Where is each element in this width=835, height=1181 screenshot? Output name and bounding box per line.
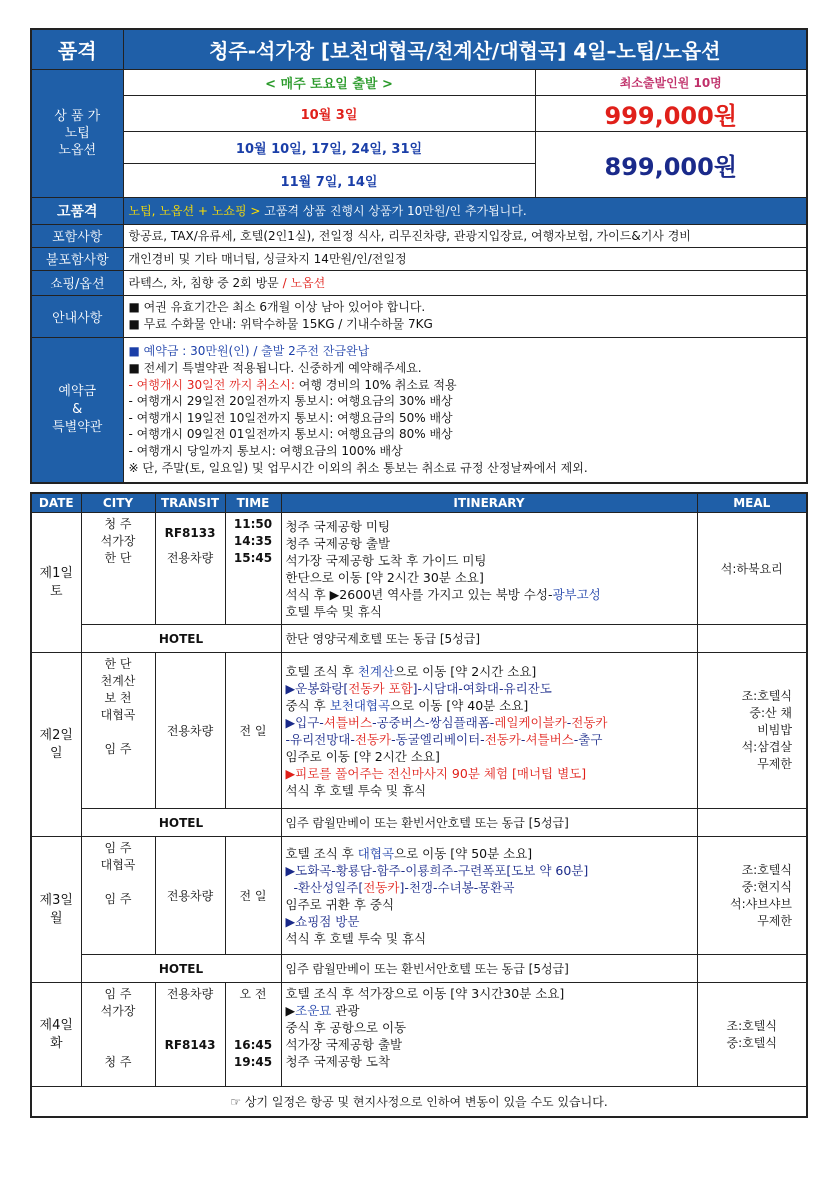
guide-label: 안내사항: [31, 295, 123, 337]
text: -환산성일주[: [285, 879, 364, 895]
day1-hotel: 한단 영양국제호텔 또는 동급 [5성급]: [281, 625, 697, 653]
day-label: 제2일: [39, 727, 73, 743]
premium-text: 고품격 상품 진행시 상품가 10만원/인 추가됩니다.: [260, 204, 527, 218]
day4-itinerary: [281, 983, 697, 1087]
weekday: 화: [49, 1035, 63, 1051]
day2-itinerary: [281, 653, 697, 809]
meal: 중:현지식: [741, 879, 792, 894]
itinerary-line: [286, 663, 693, 680]
highlight: 천계산: [357, 663, 395, 679]
text: ▶: [285, 1003, 296, 1018]
col-city: CITY: [81, 493, 155, 513]
day-label: 제3일: [39, 892, 73, 908]
cancel-line-rest: 여행 경비의 10% 취소료 적용: [294, 377, 457, 392]
cancel-line-red: - 여행개시 30일전 까지 취소시:: [128, 377, 295, 392]
weekday: 토: [49, 583, 63, 599]
product-title: 청주-석가장 [보천대협곡/천계산/대협곡] 4일–노팁/노옵션: [123, 29, 807, 69]
deposit-line: ■ 예약금 : 30만원(인) / 출발 2주전 잔금완납: [128, 344, 370, 359]
booking-label-line: 특별약관: [52, 419, 103, 435]
city: 임 주: [104, 841, 132, 855]
itinerary-line: [286, 845, 693, 862]
price-label-line: 노옵션: [58, 142, 97, 158]
itinerary-line: 한단으로 이동 [약 2시간 30분 소요]: [285, 569, 484, 585]
meal: 조:호텔식: [741, 862, 792, 877]
itinerary-line: [286, 879, 693, 896]
day1-itinerary: [281, 513, 697, 625]
text: -출구: [573, 731, 603, 747]
day4-transit: [155, 983, 225, 1087]
cancel-line: - 여행개시 19일전 10일전까지 통보시: 여행요금의 50% 배상: [128, 410, 453, 425]
meal: 석:삼겹살: [741, 740, 792, 754]
day1-row: [31, 513, 807, 625]
premium-label: 고품격: [31, 197, 123, 224]
text: 으로 이동 [약 50분 소요]: [394, 845, 533, 861]
itinerary-line: 임주로 이동 [약 2시간 소요]: [285, 748, 440, 764]
meal: 조:호텔식: [726, 1018, 777, 1033]
itinerary-line: [286, 680, 693, 697]
text: -유리전망대-: [285, 731, 355, 747]
city: 석가장: [100, 534, 136, 548]
col-transit: TRANSIT: [155, 493, 225, 513]
highlight: 레일케이블카: [494, 714, 567, 730]
departure-date-1: 10월 3일: [123, 95, 535, 131]
itinerary-line: 청주 국제공항 도착: [285, 1054, 391, 1069]
empty-cell: [697, 809, 807, 837]
excludes-label: 불포함사항: [31, 247, 123, 270]
col-date: DATE: [31, 493, 81, 513]
highlight: 셔틀버스: [525, 731, 574, 747]
day-label: 제4일: [39, 1017, 73, 1033]
document: [30, 28, 806, 1118]
highlight: 전동카: [354, 731, 392, 747]
price-2: 899,000원: [535, 131, 807, 197]
hotel-label: HOTEL: [81, 955, 281, 983]
departure-note: < 매주 토요일 출발 >: [123, 69, 535, 95]
highlight: 셔틀버스: [323, 714, 373, 730]
day2-row: [31, 653, 807, 809]
weekday: 일: [49, 745, 63, 761]
day2-transit: 전용차량: [155, 653, 225, 809]
text: ▶입구-: [285, 714, 324, 730]
transport: 전용차량: [166, 551, 214, 565]
meal: 중:산 채: [749, 706, 792, 720]
text: ▶운봉화랑[: [285, 680, 349, 696]
itinerary-line: 호텔 투숙 및 휴식: [285, 603, 382, 619]
text: -동굴엘리베이터-: [391, 731, 485, 747]
day3-hotel: 임주 람월만베이 또는 환빈서안호텔 또는 동급 [5성급]: [281, 955, 697, 983]
day1-time: [225, 513, 281, 625]
city: 임 주: [104, 892, 132, 906]
text: -: [520, 731, 526, 747]
flight-number: RF8133: [164, 526, 216, 540]
price-label-line: 상 품 가: [54, 108, 101, 124]
city: [82, 874, 155, 891]
day2-city: [81, 653, 155, 809]
guide-text: [123, 295, 807, 337]
text: 중식 후: [285, 697, 330, 713]
excludes-text: 개인경비 및 기타 매너팁, 싱글차지 14만원/인/전일정: [123, 247, 807, 270]
time: 14:35: [233, 534, 273, 548]
booking-label: [31, 337, 123, 483]
booking-label-line: 예약금: [58, 383, 97, 399]
weekend-note: ※ 단, 주말(토, 일요일) 및 업무시간 이외의 취소 통보는 취소료 규정 산정날짜에서 제외.: [128, 460, 588, 475]
city: 한 단: [104, 551, 132, 565]
text: ]-시담대-여화대-유리잔도: [412, 680, 552, 696]
meal: 조:호텔식: [741, 689, 792, 703]
text: -: [566, 714, 572, 730]
day3-row: [31, 837, 807, 955]
city: 보 천: [104, 691, 132, 705]
weekday: 월: [49, 910, 63, 926]
time: [226, 1020, 281, 1037]
includes-label: 포함사항: [31, 224, 123, 247]
day2-date: [31, 653, 81, 837]
hotel-label: HOTEL: [81, 809, 281, 837]
highlight: 전동카: [363, 879, 400, 895]
day2-hotel: 임주 람월만베이 또는 환빈서안호텔 또는 동급 [5성급]: [281, 809, 697, 837]
itinerary-line: 청주 국제공항 미팅: [285, 518, 391, 534]
day2-meal: [697, 653, 807, 809]
time: 19:45: [233, 1055, 273, 1069]
highlight: 조운묘: [295, 1003, 332, 1018]
day3-itinerary: [281, 837, 697, 955]
day1-transit: [155, 513, 225, 625]
city: 석가장: [100, 1004, 136, 1018]
no-option: / 노옵션: [278, 276, 326, 290]
meal: 석:샤브샤브: [729, 896, 792, 911]
premium-highlight: 노팁, 노옵션 + 노쇼핑 >: [128, 204, 261, 218]
itinerary-line: 중식 후 공항으로 이동: [285, 1020, 407, 1035]
shopping-visits: 라텍스, 차, 침향 중 2회 방문: [128, 276, 279, 290]
day1-date: [31, 513, 81, 653]
flight-number: RF8143: [164, 1038, 216, 1052]
city: [82, 724, 155, 741]
itinerary-line: 석가장 국제공항 출발: [285, 1037, 403, 1052]
day1-city: [81, 513, 155, 625]
meal: 중:호텔식: [726, 1035, 777, 1050]
col-time: TIME: [225, 493, 281, 513]
transport: 전용차량: [166, 987, 214, 1001]
city: 임 주: [104, 742, 132, 756]
city: [82, 1037, 155, 1054]
includes-text: 항공료, TAX/유류세, 호텔(2인1실), 전일정 식사, 리무진차량, 관광지입장료, 여행자보험, 가이드&기사 경비: [123, 224, 807, 247]
day4-city: [81, 983, 155, 1087]
cancel-line: - 여행개시 09일전 01일전까지 통보시: 여행요금의 80% 배상: [128, 427, 453, 442]
day4-date: [31, 983, 81, 1087]
meal: 비빔밥: [757, 723, 792, 737]
time: 15:45: [233, 551, 273, 565]
time: [226, 1003, 281, 1020]
transport: [156, 1003, 225, 1020]
city: [82, 1020, 155, 1037]
price-1: 999,000원: [535, 95, 807, 131]
city: 임 주: [104, 987, 132, 1001]
day3-meal: [697, 837, 807, 955]
text: 으로 이동 [약 2시간 소요]: [394, 663, 537, 679]
text: 으로 이동 [약 40분 소요]: [390, 697, 529, 713]
meal: 무제한: [757, 757, 792, 771]
itinerary-line: 석식 후 호텔 투숙 및 휴식: [285, 930, 427, 946]
text: 호텔 조식 후: [285, 663, 358, 679]
highlight: 전동카: [571, 714, 608, 730]
highlight: 전동카 포함: [348, 680, 413, 696]
guide-line: ■ 여권 유효기간은 최소 6개월 이상 남아 있어야 합니다.: [128, 300, 426, 314]
premium-note: [123, 197, 807, 224]
day4-meal: [697, 983, 807, 1087]
departure-date-3: 11월 7일, 14일: [123, 163, 535, 197]
hotel-label: HOTEL: [81, 625, 281, 653]
time: 11:50: [233, 517, 273, 531]
cancel-line: - 여행개시 당일까지 통보시: 여행요금의 100% 배상: [128, 443, 403, 458]
itinerary-line: [286, 731, 693, 748]
cancel-line: [129, 377, 802, 394]
min-people: 최소출발인원 10명: [535, 69, 807, 95]
booking-terms: [123, 337, 807, 483]
itinerary-line: 석가장 국제공항 도착 후 가이드 미팅: [285, 552, 487, 568]
booking-label-line: &: [72, 401, 83, 417]
col-meal: MEAL: [697, 493, 807, 513]
city: 청 주: [104, 517, 132, 531]
city: 천계산: [100, 674, 136, 688]
itinerary-line: ▶쇼핑점 방문: [285, 913, 360, 929]
text: 호텔 조식 후: [285, 845, 358, 861]
product-info-table: [30, 28, 808, 484]
col-itinerary: ITINERARY: [281, 493, 697, 513]
text: ]-천갱-수녀봉-몽환곡: [399, 879, 515, 895]
city: 한 단: [104, 657, 132, 671]
day3-time: 전 일: [225, 837, 281, 955]
text: 관광: [331, 1003, 360, 1018]
day3-date: [31, 837, 81, 983]
meal: 무제한: [757, 913, 792, 928]
itinerary-line: 청주 국제공항 출발: [285, 535, 391, 551]
shopping-text: [123, 270, 807, 295]
text: 석식 후 ▶2600년 역사를 가지고 있는 북방 수성-: [285, 586, 553, 602]
time: 오 전: [239, 987, 267, 1001]
empty-cell: [697, 955, 807, 983]
transport: [156, 1020, 225, 1037]
price-label: [31, 69, 123, 197]
day-label: 제1일: [39, 565, 73, 581]
day2-time: 전 일: [225, 653, 281, 809]
highlight: 대협곡: [357, 845, 395, 861]
highlight: 광부고성: [552, 586, 601, 602]
itinerary-line: [286, 697, 693, 714]
city: 대협곡: [100, 708, 136, 722]
highlight: 보천대협곡: [329, 697, 391, 713]
empty-cell: [697, 625, 807, 653]
grade-label: 품격: [31, 29, 123, 69]
itinerary-line: [286, 714, 693, 731]
itinerary-line: [286, 1002, 693, 1019]
day3-transit: 전용차량: [155, 837, 225, 955]
departure-date-2: 10월 10일, 17일, 24일, 31일: [123, 131, 535, 163]
cancel-line: - 여행개시 29일전 20일전까지 통보시: 여행요금의 30% 배상: [128, 394, 453, 409]
city: 대협곡: [100, 858, 136, 872]
day3-city: [81, 837, 155, 955]
itinerary-line: 호텔 조식 후 석가장으로 이동 [약 3시간30분 소요]: [285, 986, 565, 1001]
day1-meal: 석:하북요리: [697, 513, 807, 625]
day4-row: [31, 983, 807, 1087]
itinerary-table: [30, 492, 808, 1118]
itinerary-line: 석식 후 호텔 투숙 및 휴식: [285, 782, 427, 798]
day4-time: [225, 983, 281, 1087]
time: 16:45: [233, 1038, 273, 1052]
text: -공중버스-쌍심플래폼-: [372, 714, 495, 730]
shopping-label: 쇼핑/옵션: [31, 270, 123, 295]
itinerary-line: ▶피로를 풀어주는 전신마사지 90분 체험 [매너팁 별도]: [285, 765, 587, 781]
itinerary-line: [286, 586, 693, 603]
itinerary-line: ▶도화곡-황룡담-함주-이룡희주-구련폭포[도보 약 60분]: [285, 862, 589, 878]
highlight: 전동카: [484, 731, 521, 747]
city: 청 주: [104, 1055, 132, 1069]
price-label-line: 노팁: [64, 125, 90, 141]
guide-line: ■ 무료 수화물 안내: 위탁수하물 15KG / 기내수하물 7KG: [128, 317, 433, 331]
itinerary-line: 임주로 귀환 후 중식: [285, 896, 395, 912]
charter-line: ■ 전세기 특별약관 적용됩니다. 신중하게 예약해주세요.: [128, 360, 422, 375]
footer-note: ☞ 상기 일정은 항공 및 현지사정으로 인하여 변동이 있을 수도 있습니다.: [31, 1087, 807, 1117]
